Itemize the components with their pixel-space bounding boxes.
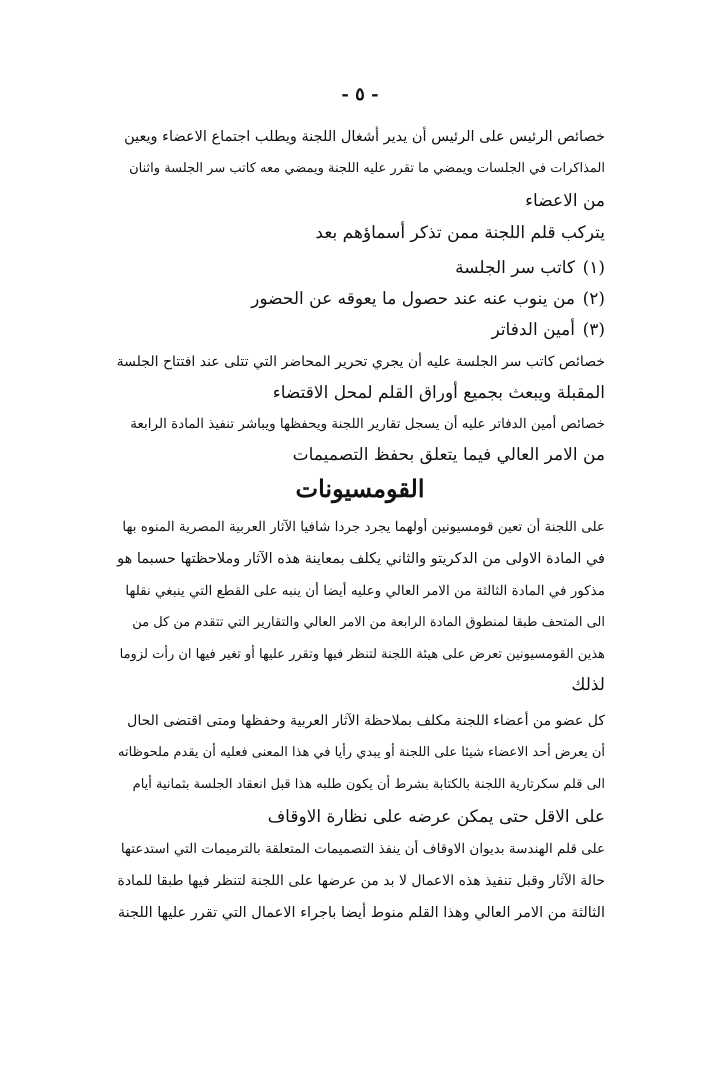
text-line: لذلك <box>571 675 605 695</box>
text-line: المذاكرات في الجلسات ويمضي ما تقرر عليه اللجنة ويمضي معه كاتب سر الجلسة واثنان <box>129 161 605 176</box>
text-line: من الامر العالي فيما يتعلق بحفظ التصميمات <box>292 445 605 465</box>
text-line: كل عضو من أعضاء اللجنة مكلف بملاحظة الآثار العربية وحفظها ومتى اقتضى الحال <box>127 713 605 729</box>
text-line: في المادة الاولى من الدكريتو والثاني يكلف بمعاينة هذه الآثار وملاحظتها حسبما هو <box>117 551 605 567</box>
text-line: على الاقل حتى يمكن عرضه على نظارة الاوقاف <box>267 807 605 827</box>
list-item: كاتب سر الجلسة <box>455 258 575 278</box>
text-line: حالة الآثار وقبل تنفيذ هذه الاعمال لا بد من عرضها على اللجنة لتنظر فيها طبقا للمادة <box>117 873 605 889</box>
text-line: خصائص كاتب سر الجلسة عليه أن يجري تحرير المحاضر التي تتلى عند افتتاح الجلسة <box>116 354 605 370</box>
text-line: المقبلة ويبعث بجميع أوراق القلم لمحل الاقتضاء <box>272 383 605 403</box>
list-item-number: (٣) <box>582 320 605 340</box>
list-item: أمين الدفاتر <box>491 320 575 340</box>
text-line: من الاعضاء <box>525 191 605 211</box>
text-line: على اللجنة أن تعين قومسيونين أولهما يجرد جردا شافيا الآثار العربية المصرية المنوه بها <box>122 519 605 535</box>
text-line: الى المتحف طبقا لمنطوق المادة الرابعة من الامر العالي والتقارير التي تتقدم من كل من <box>132 615 605 630</box>
text-line: على قلم الهندسة بديوان الاوقاف أن ينفذ التصميمات المتعلقة بالترميمات التي استدعتها <box>120 841 605 857</box>
text-line: يتركب قلم اللجنة ممن تذكر أسماؤهم بعد <box>315 223 605 243</box>
text-line: الى قلم سكرتارية اللجنة بالكتابة بشرط أن يكون طلبه هذا قبل انعقاد الجلسة بثمانية أيام <box>132 777 605 792</box>
text-line: هذين القومسيونين تعرض على هيئة اللجنة لتنظر فيها وتقرر عليها أو تغير فيها ان رأت لزوما <box>119 647 605 662</box>
list-item-number: (٢) <box>582 289 605 309</box>
text-line: خصائص الرئيس على الرئيس أن يدير أشغال اللجنة ويطلب اجتماع الاعضاء ويعين <box>124 129 605 145</box>
section-heading: القومسيونات <box>295 474 425 503</box>
list-item: من ينوب عنه عند حصول ما يعوقه عن الحضور <box>251 289 575 309</box>
page-number: - ٥ - <box>341 84 379 105</box>
text-line: مذكور في المادة الثالثة من الامر العالي وعليه أيضا أن ينبه على القطع التي ينبغي نقلها <box>125 583 605 599</box>
list-item-number: (١) <box>582 258 605 278</box>
text-line: أن يعرض أحد الاعضاء شيئا على اللجنة أو يبدي رأيا في هذا المعنى فعليه أن يقدم ملحوظاته <box>118 745 605 760</box>
text-line: خصائص أمين الدفاتر عليه أن يسجل تقارير اللجنة ويحفظها ويباشر تنفيذ المادة الرابعة <box>130 416 605 432</box>
text-line: الثالثة من الامر العالي وهذا القلم منوط أيضا باجراء الاعمال التي تقرر عليها اللجنة <box>117 905 605 921</box>
